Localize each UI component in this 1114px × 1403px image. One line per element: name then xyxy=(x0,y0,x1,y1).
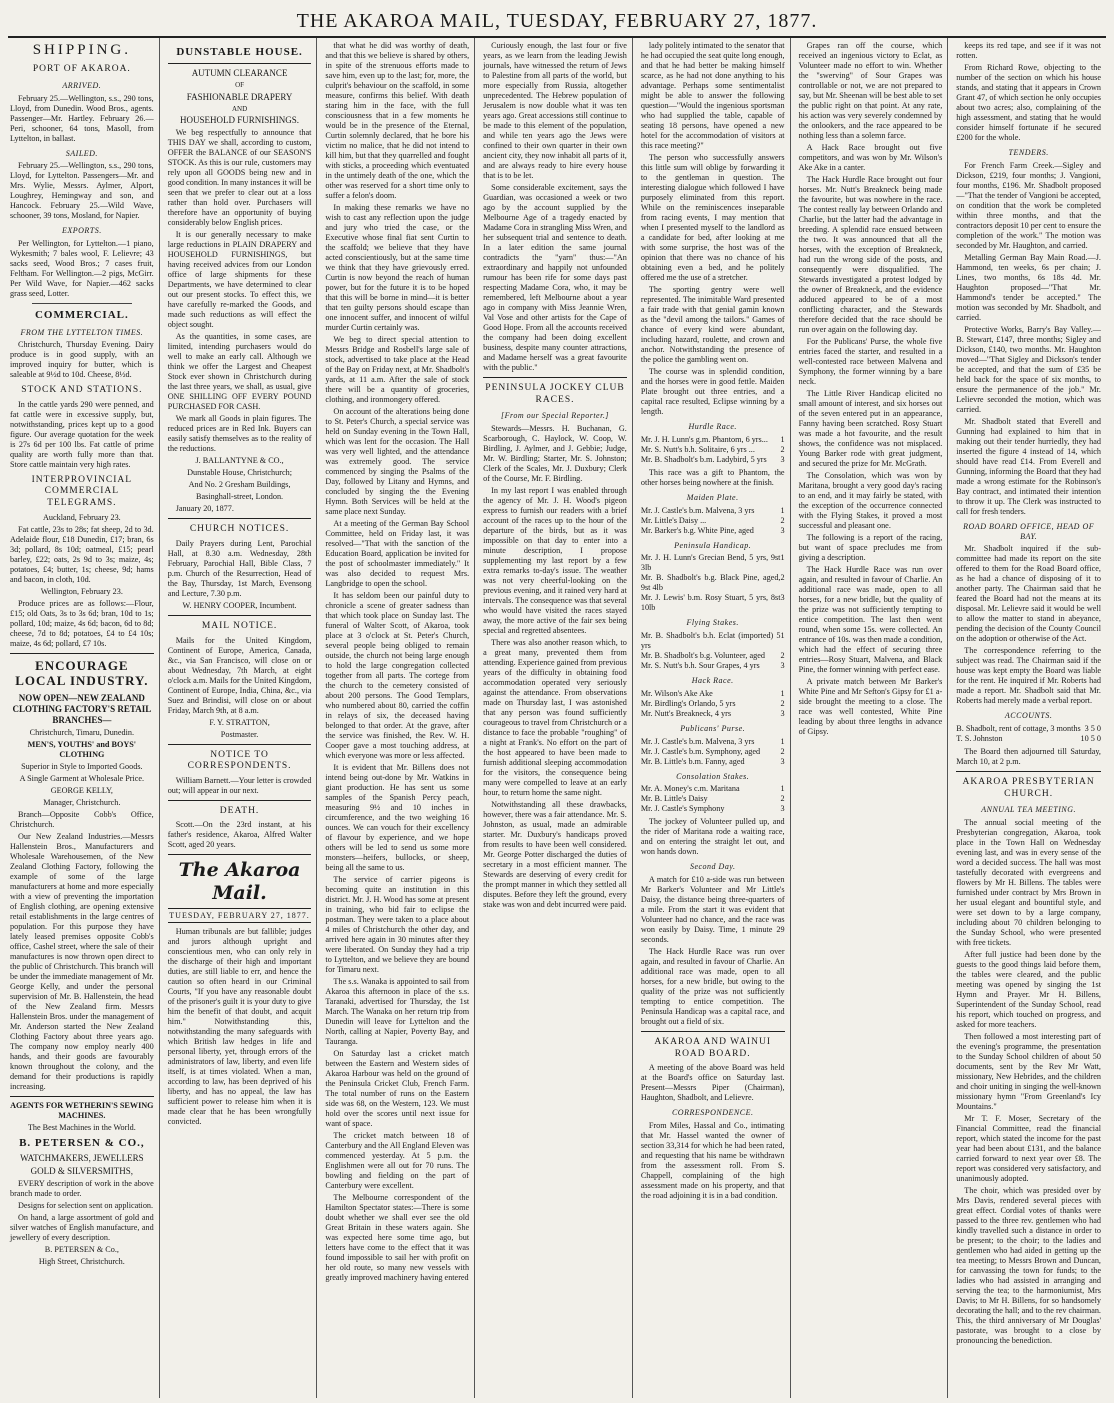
auckland-text: Fat cattle, 23s to 28s; fat sheep, 2d to 3d. Adelaide flour, £18 Dunedin, £17; bran, 6s 3d; pollard, 8s 10d; oatmeal, £15; pearl barley, £22; oats, 2s 9d to 3s; maize, 4s; potatoes, £4; butter, 1s; cheese, 9d; hams and bacon, in cloth, 10d. xyxy=(10,524,154,584)
tenders-text: For French Farm Creek.—Sigley and Dickson, £219, four months; J. Vangioni, four months, £196. Mr. Shadbolt proposed—"That the tender of Vangioni be accepted, on condition that the work be completed within three months, and that the contractors deposit 10 per cent to ensure the completion of the work." The motion was seconded by Mr. Haughton, and carried. xyxy=(956,160,1101,250)
protective-text: Protective Works, Barry's Bay Valley.—B. Stewart, £147, three months; Sigley and Dickson, £140, two months. Mr. Haughton moved—"That Sigley and Dickson's tender be accepted, and that the sum of £35 be held back for the space of six months, to ensure the permanence of the job." Mr. Lelievre seconded the motion, which was carried. xyxy=(956,324,1101,414)
result-row xyxy=(641,757,785,767)
rule xyxy=(10,1096,154,1097)
result-entry: Mr. B. Shadbolt's b.g. Black Pine, aged, 9st 4lb xyxy=(640,573,781,593)
of-line: OF xyxy=(235,81,245,90)
result-entry: B. Shadbolt, rent of cottage, 3 months xyxy=(956,724,1081,733)
article-text: The sporting gentry were well represented. The inimitable Ward presented a fair trade with that genial gamin known as the "devil among the tailors." Games of chance of every kind were abundant, including hazard, roulette, and crown and anchor. Notwithstanding the presence of the police the gambling went on. xyxy=(640,285,785,364)
dunstable-body-2: It is our generally necessary to make large reductions in PLAIN DRAPERY and HOUSEHOLD FURNISHINGS, but having received advices from our London office of large shipments for these Departments, we have determined to clear out our present stocks. To effect this, we have carefully re-marked the Goods, and made such reductions as will effect the object sought. xyxy=(167,230,312,330)
result-place: 2 xyxy=(780,515,785,525)
result-entry: T. S. Johnston xyxy=(956,734,1003,743)
article-text: Mr. Shadbolt stated that Everell and Gunning had explained to him that in making out their tender hurriedly, they had inserted the figure 4 instead of 14, which should have read £14. From Everell and Gunning, informing the Board that they had made a wrong estimate for the Robinson's Bay contract, and intimated their intention to throw it up. The Clerk was instructed to call for fresh tenders. xyxy=(956,416,1101,516)
article-text: The s.s. Wanaka is appointed to sail from Akaroa this afternoon in place of the s.s. Taranaki, advertised for Thursday, the 1st March. The Wanaka on her return trip from Dunedin will leave for Lyttelton and the North, calling at Napier, Poverty Bay, and Tauranga. xyxy=(325,977,470,1046)
commercial-source: FROM THE LYTTELTON TIMES. xyxy=(20,327,144,337)
mail-heading: MAIL NOTICE. xyxy=(201,620,278,631)
auckland-dateline: Auckland, February 23. xyxy=(42,512,121,522)
presbyterian-heading: AKAROA PRESBYTERIAN CHURCH. xyxy=(962,777,1095,799)
masthead xyxy=(8,6,1106,38)
rule xyxy=(168,615,312,616)
article-text: The Consolation, which was won by Maritana, brought a very good day's racing to an end, and it may fairly be stated, with the exception of the occurrence connected with the Flying Stakes, it proved a most successful and pleasant one. xyxy=(798,471,943,530)
result-row xyxy=(956,724,1101,734)
port-heading: PORT OF AKAROA. xyxy=(32,64,131,75)
column-6 xyxy=(797,38,949,1398)
hack-results xyxy=(641,689,785,719)
dunstable-body-1: We beg respectfully to announce that THIS DAY we shall, according to custom, OFFER the BALANCE of our SEASON'S STOCK. As this is our rule, customers may rely upon all GOODS being new and in good condition. In many instances it will be seen that we prefer to clear out at a loss rather than hold over. Purchasers will therefore have an opportunity of buying considerably below English prices. xyxy=(167,128,312,228)
result-row xyxy=(641,435,785,445)
article-text: Grapes ran off the course, which received an ingenious victory to Eclat, as Volunteer made no effort to win. Whether the "swerving" of Sour Grapes was controllable or not, we are not prepared to say, but Mr. Sheenan will be best able to set the public right on that point. At any rate, his action was very severely condemned by the onlookers, and the race appeared to be nothing less than a solemn farce. xyxy=(798,41,943,140)
tenders-heading: TENDERS. xyxy=(1008,148,1049,157)
article-text: A match for £10 a-side was run between Mr Barker's Volunteer and Mr Little's Daisy, the distance being three-quarters of a mile. From the start it was evident that Volunteer had no chance, and the race was won easily by Daisy. Time, 1 minute 29 seconds. xyxy=(640,875,785,944)
article-text: A private match between Mr Barker's White Pine and Mr Sefton's Gipsy for £1 a-side brought the meeting to a close. The race was well contested, White Pine leading by about three lengths in advance of Gipsy. xyxy=(798,677,943,736)
article-text: The Hack Hurdle Race was run over again, and resulted in favour of Charlie. An additional race was made, open to all horses, for a new bridle, but the quality of the prize was not sufficiently tempting to entice competition. The last then went round, when some 15s. were collected. An entrance of 10s. was then made a condition, which had the effect of securing three entries—Rosy Stuart, Malvena, and Black Pine, the former winning with perfect ease. xyxy=(798,565,943,674)
article-text: The annual social meeting of the Presbyterian congregation, Akaroa, took place in the Town Hall on Wednesday evening last, and was in every sense of the word a decided success. The hall was most tastefully decorated with evergreens and flowers by Mr H. Billens. The tables were furnished under contract by Mrs Brown in her usual elegant and bountiful style, and were set down to by a large company, including about 70 children belonging to the Sunday School, who were presented with free tickets. xyxy=(956,817,1101,947)
article-text: After full justice had been done by the guests to the good things laid before them, the tables were cleared, and the public meeting was opened by singing the 1st Hymn and Prayer. Mr H. Billens, Superintendent of the Sunday School, read his report, which touched on progress, and asked for more teachers. xyxy=(956,949,1101,1029)
dunstable-sign-1: J. BALLANTYNE & CO., xyxy=(195,456,284,466)
shipping-heading: SHIPPING. xyxy=(32,42,131,58)
commercial-heading: COMMERCIAL. xyxy=(34,309,129,322)
result-place: 3 xyxy=(780,804,785,814)
fashionable-line: FASHIONABLE DRAPERY xyxy=(186,91,293,102)
paper-date: TUESDAY, FEBRUARY 27, 1877. xyxy=(168,908,312,924)
result-row xyxy=(641,784,785,794)
publicans-results xyxy=(641,737,785,767)
article-text: The person who successfully answers this little sum will oblige by forwarding it to the gentleman in question. The interesting dialogue which followed I have purposely eliminated from this report. While on the reminiscences inseparable from racing events, I may mention that when I presented myself to the landlord as a candidate for bed, after looking at me with some surprise, the host was of the opinion that there was no chance of his obtaining even a bed, and he politely offered me the use of a stretcher. xyxy=(640,153,785,282)
hack-heading: Hack Race. xyxy=(691,676,734,685)
result-place: 1 xyxy=(780,505,785,515)
result-place: 1 xyxy=(780,784,785,794)
petersen-hand: On hand, a large assortment of gold and silver watches of English manufacture, and jewellery of every description. xyxy=(10,1212,154,1242)
accounts-heading: ACCOUNTS. xyxy=(1004,711,1053,721)
correspondents-text: William Barnett.—Your letter is crowded out; will appear in our next. xyxy=(167,775,312,795)
result-entry: Mr. J. Castle's b.m. Malvena, 3 yrs xyxy=(640,736,755,746)
correspondence-heading: CORRESPONDENCE. xyxy=(671,1108,754,1118)
consolation-heading: Consolation Stakes. xyxy=(676,771,750,781)
rule xyxy=(168,63,312,64)
church-text: Daily Prayers during Lent, Parochial Hall, at 8.30 a.m. Wednesday, 28th February, Parochial Hall, Bible Class, 7 p.m. Church of the Resurrection, Head of the Bay, Thursday, 1st March, Evensong and Lecture, 7.30 p.m. xyxy=(167,538,312,598)
result-place: 1 xyxy=(780,553,785,563)
article-text: From Richard Rowe, objecting to the number of the section on which his house stands, and stating that it appears in Crown Grant 47, of which section he only occupies about two acres; also, complaining of the high assessment, and stating that he would consider himself fortunate if he secured £200 for the whole. xyxy=(956,63,1101,142)
ad-branch: Branch—Opposite Cobb's Office, Christchurch. xyxy=(10,810,154,830)
columns xyxy=(8,38,1106,1398)
result-place: 3 xyxy=(780,454,785,464)
result-place: 2 xyxy=(780,794,785,804)
dunstable-sign-2: Dunstable House, Christchurch; xyxy=(187,468,292,478)
maiden-results xyxy=(641,506,785,536)
intercolonial-heading: INTERPROVINCIAL COMMERCIAL TELEGRAMS. xyxy=(31,474,133,509)
result-row xyxy=(641,689,785,699)
dunstable-date: January 20, 1877. xyxy=(175,504,234,514)
church-heading: CHURCH NOTICES. xyxy=(189,524,290,535)
result-place: 1 xyxy=(780,736,785,746)
gold-heading: GOLD & SILVERSMITHS, xyxy=(30,1165,134,1176)
commercial-text: Christchurch, Thursday Evening. Dairy produce is in good supply, with an improved inquiry for butter, which is saleable at 9½d to 10d. Cheese, 8½d. xyxy=(10,340,154,380)
races-source: [From our Special Reporter.] xyxy=(501,411,609,421)
result-place: 1 xyxy=(780,434,785,444)
agents-sub: The Best Machines in the World. xyxy=(27,1123,136,1133)
article-text: On Saturday last a cricket match between the Eastern and Western sides of Akaroa Harbour was held on the ground of the Peninsula Cricket Club, French Farm. The total number of runs on the Eastern side was 68, on the Western, 123. We must hold over the scores until next issue for want of space. xyxy=(325,1049,470,1128)
petersen-designs: Designs for selection sent on application. xyxy=(18,1200,154,1210)
office-text: Mr. Shadbolt inquired if the sub-committee had made its report on the site offered to them for the Road Board office, as he had a chance of disposing of it to another party. The Chairman said that he feared the Board had not the means at its disposal. Mr. Lelievre said it would be well to allow the matter to stand in abeyance, pending the decision of the County Council on the adoption or otherwise of the Act. xyxy=(956,544,1101,644)
wellington-text: Produce prices are as follows:—Flour, £15; old Oats, 3s to 3s 6d; bran, 10d to 1s; pollard, 10d; maize, 4s 6d; bacon, 6d to 8d; cheese, 7d to 8d; potatoes, £4 to £4 10s; maize, 4s 6d; pollard, £7 10s. xyxy=(10,598,154,648)
peninsula-results xyxy=(641,553,785,613)
result-row xyxy=(641,747,785,757)
ad-superior: Superior in Style to Imported Goods. xyxy=(21,762,143,772)
article-text: It is evident that Mr. Billens does not intend being out-done by Mr. Watkins in giant production. He has sent us some samples of the Spanish Percy peach, measuring 9½ and 10 inches in circumference, and the two weighing 16 ounces. We can vouch for their excellency of flavour by experience, and we hope others will be led to send us some more monsters—heifers, bullocks, or sheep, being all the same to us. xyxy=(325,763,470,872)
result-row xyxy=(641,651,785,661)
sailed-text: February 25.—Wellington, s.s., 290 tons, Lloyd, for Lyttelton. Passengers—Mr. and Mrs. Wylie, Messrs. Aylmer, Alport, Loughrey, Hemingway and son, and Hancock. February 25.—Wild Wave, schooner, 39 tons, Mosland, for Napier. xyxy=(10,161,154,221)
arrived-text: February 25.—Wellington, s.s., 290 tons, Lloyd, from Dunedin. Wood Bros., agents. Passenger—Mr. Hartley. February 26.—Peri, schooner, 64 tons, Masoll, from Lyttelton, in ballast. xyxy=(10,93,154,143)
correspondents-heading: NOTICE TO CORRESPONDENTS. xyxy=(187,749,292,772)
correspondence-text: From Miles, Hassal and Co., intimating that Mr. Hassel wanted the owner of section 33,314 for which he had been rated, and requesting that his name be withdrawn from the assessment roll. From S. Chappell, complaining of the high assessment made on his property, and that the road adjoining it is in a bad condition. xyxy=(640,1120,785,1200)
household-line: HOUSEHOLD FURNISHINGS. xyxy=(180,115,300,126)
article-text: For the Publicans' Purse, the whole five entries faced the starter, and resulted in a well-contested race between Malvena and Symphony, the former winning by a bare neck. xyxy=(798,337,943,386)
column-3 xyxy=(323,38,475,1398)
petersen-heading: B. PETERSEN & CO., xyxy=(19,1137,145,1150)
ad-mens: MEN'S, YOUTHS' and BOYS' CLOTHING xyxy=(27,740,137,760)
dunstable-body-4: We mark all Goods in plain figures. The reduced prices are in Red Ink. Buyers can easily satisfy themselves as to the reality of the reductions. xyxy=(167,414,312,454)
result-entry: Mr. S. Nutt's b.h. Sour Grapes, 4 yrs xyxy=(640,661,760,670)
rule xyxy=(168,800,312,801)
article-text: A Hack Race brought out five competitors, and was won by Mr. Wilson's Ake Ake in a canter. xyxy=(798,143,943,172)
result-row xyxy=(641,516,785,526)
adjourn-text: The Board then adjourned till Saturday, March 10, at 2 p.m. xyxy=(956,747,1101,766)
petersen-addr: High Street, Christchurch. xyxy=(38,1256,125,1266)
result-place: 2 xyxy=(780,698,785,708)
result-place: 3 xyxy=(780,756,785,766)
result-entry: Mr. J. H. Lunn's g.m. Phantom, 6 yrs... xyxy=(640,434,768,444)
hurdle-text: This race was a gift to Phantom, the other horses being nowhere at the finish. xyxy=(640,467,785,487)
local-industry-banner: ENCOURAGE LOCAL INDUSTRY. xyxy=(15,657,149,689)
article-text: Curiously enough, the last four or five years, as we learn from the leading Jewish journals, have witnessed the return of Jews to Palestine from all parts of the world, but more especially from Russia, altogether unprecedented. The Hebrew population of Jerusalem is now double what it was ten years ago. Great accessions still continue to be made to this element of the population, and while ten years ago the Jews were confined to their own quarter in their own ancient city, they now inhabit all parts of it, and are always ready to hire every house that is to be let. xyxy=(483,41,627,180)
result-row xyxy=(641,804,785,814)
result-entry: Mr. B. Shadbolt's b.h. Eclat (imported) 5 yrs xyxy=(640,631,781,650)
article-text: The Melbourne correspondent of the Hamilton Spectator states:—There is some doubt whether we shall ever see the old Great Britain in these waters again. She was expected here some time ago, but letters have come to the effect that it was found impossible to sail her with profit on her old route, so many new vessels with greatly improved machinery having entered xyxy=(325,1193,470,1282)
article-text: keeps its red tape, and see if it was not rotten. xyxy=(956,41,1101,60)
rule xyxy=(641,1031,785,1032)
result-place: 2 xyxy=(780,573,785,583)
races-text: Notwithstanding all these drawbacks, however, there was a fair attendance. Mr. S. Johnston, as usual, made an admirable starter. Mr. Duxbury's handicaps proved from results to have been well considered. Mr. George Potter discharged the duties of secretary in a most efficient manner. The Stewards are deserving of every credit for the prompt manner in which they settled all disputes. Before they left the ground, every stake was won and debt incurred were paid. xyxy=(483,799,627,909)
article-text: that what he did was worthy of death, and that this we believe is shared by others, in spite of the strenuous efforts made to save him, even up to the last; for, more, the culprit's behaviour on the scaffold, in some measure, confirms this belief. With death staring him in the face, with the full consciousness that in a few moments he would be in the presence of the Eternal, Curtin solemnly declared, that he bore his victim no malice, that he did not intend to kill him, but that they quarrelled and fought with sticks, a proceeding which eventuated in the untimely death of the one, which the other was reserved for a short time only to suffer a felon's doom. xyxy=(325,41,470,200)
stewards-text: Stewards—Messrs. H. Buchanan, G. Scarborough, C. Haylock, W. Coop, W. Birdling, J. Aylmer, and J. Gebbie; Judge, Mr. W. Birdling; Starter, Mr. S. Johnston; Clerk of the Scales, Mr. J. Duxbury; Clerk of the Course, Mr. F. Birdling. xyxy=(483,423,627,483)
races-text: In my last report I was enabled through the agency of Mr. J. H. Wood's pigeon express to furnish our readers with a brief account of the races up to the hour of the departure of the birds, but as it was impossible on that day to enter into a minute description, I propose supplementing my last report by a few extra remarks to-day's issue. The weather was not very cheerful-looking on the previous evening, and it rained very hard at intervals. The consequence was that several who would have visited the races stayed away, the more active of the fair sex being special and regretted absentees. xyxy=(483,485,627,635)
article-text: We beg to direct special attention to Messrs Bridge and Rosbell's large sale of stock, advertised to take place at the Head of the Bay on Friday next, at Mr. Shadbolt's yards, at 11 a.m. After the sale of stock there will be a quantity of groceries, clothing, and ironmongery offered. xyxy=(325,335,470,404)
paper-title: The Akaroa Mail. xyxy=(178,859,301,905)
result-row xyxy=(956,734,1101,744)
exports-text: Per Wellington, for Lyttelton.—1 piano, Wykesmith; 7 bales wool, F. Lelievre; 43 sacks seed, Wood Bros.; 7 cases fruit, Feltham. For Wellington.—2 pigs, McGirr. Per Wild Wave, for Napier.—462 sacks grass seed, Lotter. xyxy=(10,239,154,299)
peninsula-heading: Peninsula Handicap. xyxy=(674,540,752,550)
stock-text: In the cattle yards 290 were penned, and fat cattle were in excessive supply, but, notwithstanding, prices kept up to a good figure. Our average quotation for the week is 27s 6d per 100 lbs. Fat cattle of prime quality are worth fully more than that. Store cattle maintain very high rates. xyxy=(10,399,154,469)
consolation-results xyxy=(641,784,785,814)
result-row xyxy=(641,794,785,804)
result-place: 2 xyxy=(780,746,785,756)
leader-text: Human tribunals are but fallible; judges and jurors although upright and conscientious men, who can only rely in the discharge of their high and important duties, are still liable to err, and hence the caution so often heard in our Criminal Courts, "If you have any reasonable doubt of the prisoner's guilt it is your duty to give him the benefit of that doubt, and acquit him." Notwithstanding this, notwithstanding the many safeguards with which British law hedges in life and personal liberty, yet, through errors of the administrators of law, liberty, and even life itself, is at times violated. When a man, according to law, has been deprived of his liberty, and has no appeal, the law has sufficient power to release him when it is made clear that he has been wrongfully convicted. xyxy=(167,927,312,1127)
result-place: 3 xyxy=(780,525,785,535)
article-text: The service of carrier pigeons is becoming quite an institution in this district. Mr. J. H. Wood has some at present in training, who bid fair to eclipse the postman. They were taken to a place about 4 miles of Christchurch the other day, and arrived here again in 30 minutes after they were liberated. On Sunday they had a trip to Lyttelton, and we believe they are bound for Timaru next. xyxy=(325,875,470,974)
rule xyxy=(956,771,1101,772)
dunstable-sign-3: And No. 2 Gresham Buildings, xyxy=(188,480,291,490)
article-text: The Little River Handicap elicited no small amount of interest, and six horses out of the seven entered put in an appearance, Fanny having been scratched. Rosy Stuart was made a hot favourite, and the result shows, the confidence was not misplaced. Young Barker rode with great judgment, and secured the prize for Mr. McGrath. xyxy=(798,389,943,468)
rule xyxy=(168,744,312,745)
result-entry: Mr. B. Little's Daisy xyxy=(640,794,708,804)
article-text: In making these remarks we have no wish to cast any reflection upon the judge and jury who tried the case, or the Executive whose final fiat sent Curtin to the scaffold; we believe that they have acted conscientiously, but at the same time we think that they have grievously erred. Curtin is now beyond the reach of human power, but for the future it is to be hoped that this will be borne in mind—it is better that ten guilty persons should escape than one innocent suffer, and innocent of wilful murder Curtin certainly was. xyxy=(325,203,470,332)
result-place: 2 xyxy=(780,444,785,454)
death-text: Scott.—On the 23rd instant, at his father's residence, Akaroa, Alfred Walter Scott, aged 20 years. xyxy=(167,820,312,850)
result-row xyxy=(641,455,785,465)
rule xyxy=(168,518,312,519)
and-line: AND xyxy=(231,104,248,113)
result-place: 1 xyxy=(780,631,785,640)
result-place: 1 xyxy=(780,688,785,698)
result-row xyxy=(641,737,785,747)
result-entry: Mr. Barker's b.g. White Pine, aged xyxy=(640,525,754,535)
result-entry: Mr. B. Shadbolt's b.g. Volunteer, aged xyxy=(640,651,765,660)
column-2 xyxy=(166,38,318,1398)
mail-post: Postmaster. xyxy=(220,729,259,739)
article-text: Some considerable excitement, says the Guardian, was occasioned a week or two ago by the account supplied by the Melbourne Age of a tragedy enacted by Madame Cora in strangling Miss Wren, and her subsequent trial and sentence to death. In a later edition the same journal contradicts the "yarn" thus:—"An extraordinary and happily not unfounded rumour has been rife for some days past respecting Madame Cora, who, it may be remembered, left Melbourne about a year ago in company with Miss Jeannie Wren, Val Vose and other artists for the Cape of Good Hope. From all the accounts received the company had been doing excellent business, despite many counter attractions, and Madame herself was a great favourite with the public." xyxy=(483,183,627,372)
result-entry: Mr. Nutt's Breakneck, 4 yrs xyxy=(640,708,732,718)
flying-results xyxy=(641,631,785,671)
petersen-every: EVERY description of work in the above branch made to order. xyxy=(10,1178,154,1198)
rule xyxy=(483,377,627,378)
rule xyxy=(168,854,312,855)
result-entry: Mr. Wilson's Ake Ake xyxy=(640,688,713,698)
agents-heading: AGENTS FOR WETHERIN'S SEWING MACHINES. xyxy=(10,1101,154,1121)
article-text: The choir, which was presided over by Mrs Davis, rendered several pieces with great effect. Cordial votes of thanks were passed to the three rev. gentlemen who had kindly travelled such a distance in order to be present; to the choir; to the ladies and gentlemen who had aided in getting up the tea meeting; to Messrs Brown and Duncan, for canvassing the town for funds; to the ladies who had assisted in arranging and serving the tea; to the harmoniumist, Mrs Davis; to Mr H. Billens, for so handsomely decorating the hall; and to the rev chairman. This, the third anniversary of Mr Douglas' pastorate, was brought to a close by pronouncing the benediction. xyxy=(956,1185,1101,1345)
result-entry: Mr. J. Castle's Symphony xyxy=(640,804,725,814)
result-row xyxy=(641,699,785,709)
result-row xyxy=(641,709,785,719)
result-row xyxy=(641,553,785,573)
result-place: 3 xyxy=(780,708,785,718)
watchmakers-heading: WATCHMAKERS, JEWELLERS xyxy=(20,1152,144,1163)
article-text: On account of the alterations being done to St. Peter's Church, a special service was held on Sunday evening in the Town Hall, which was lent for the occasion. The Hall was very well lighted, and the attendance was extremely good. The service commenced by singing the Psalms of the Day, followed by Litany and Hymns, and concluded by singing the the Evening Hymn. Both Services will be held at the same place next Sunday. xyxy=(325,407,470,516)
office-heading: ROAD BOARD OFFICE, HEAD OF BAY. xyxy=(963,521,1095,541)
result-place: 10 5 0 xyxy=(1080,734,1101,743)
accounts-list xyxy=(956,724,1101,744)
article-text: lady politely intimated to the senator that he had occupied the seat quite long enough, and that he had better be making himself scarce, as he had not done anything to his advantage. Perhaps some sentimentalist might be able to answer the following question—"Would the ingenious sportsman who had supplied the table, capable of seating 18 persons, have opened a new hotel for the accommodation of visitors at this race meeting?" xyxy=(640,41,785,150)
dunstable-body-3: As the quantities, in some cases, are limited, intending purchasers would do well to make an early call. Although we think we offer the Largest and Cheapest Stock ever shown in Christchurch during the last three years, we shall, as usual, give ONE SHILLING OFF EVERY POUND PURCHASED FOR CASH. xyxy=(167,332,312,412)
result-row xyxy=(641,661,785,671)
article-text: The cricket match between 18 of Canterbury and the All England Eleven was commenced yesterday. At 5 p.m. the Englishmen were all out for 70 runs. The bowling and fielding on the part of Canterbury were excellent. xyxy=(325,1131,470,1190)
result-row xyxy=(641,631,785,651)
tea-meeting-heading: ANNUAL TEA MEETING. xyxy=(981,805,1077,815)
article-text: At a meeting of the German Bay School Committee, held on Friday last, it was resolved—"That with the sanction of the Education Board, application be invited for the post of schoolmaster immediately." It was also decided to request Mrs. Langbridge to open the school. xyxy=(325,519,470,588)
divider xyxy=(32,303,133,304)
masthead-title: THE AKAROA MAIL, TUESDAY, FEBRUARY 27, 1877. xyxy=(296,9,818,32)
wellington-dateline: Wellington, February 23. xyxy=(40,586,123,596)
result-entry: Mr. J. Castle's b.m. Symphony, aged xyxy=(640,746,761,756)
article-text: Then followed a most interesting part of the evening's programme, the presentation to the Sunday School children of about 50 documents, sent by the Rev Mr Watt, missionary, New Hebrides, and the children and choir uniting in singing the well-known missionary hymn "From Greenland's Icy Mountains." xyxy=(956,1031,1101,1111)
autumn-line: AUTUMN CLEARANCE xyxy=(191,68,288,79)
races-text: There was also another reason which, to a great many, prevented them from attending. Experience gained from previous years of the difficulty in obtaining food accommodation operated very seriously against the attendance. From observations made on Thursday last, I was astonished that any person was found sufficiently courageous to travel from Christchurch or a distance to face the probable "roughing" of a night at Frank's. No effort on the part of the host appeared to have been made to furnish additional sleeping accommodation for the visitors, the consequence being many were compelled to leave at an early hour, to return home the same night. xyxy=(483,637,627,797)
hurdle-results xyxy=(641,435,785,465)
stock-heading: STOCK AND STATIONS. xyxy=(21,385,143,396)
result-entry: Mr. Birdling's Orlando, 5 yrs xyxy=(640,698,736,708)
ad-towns: Christchurch, Timaru, Dunedin. xyxy=(29,728,135,738)
result-entry: Mr. J. H. Lunn's Grecian Bend, 5 yrs, 9st 3lb xyxy=(640,553,781,573)
result-entry: Mr. B. Shadbolt's b.m. Ladybird, 5 yrs xyxy=(640,454,767,464)
road-board-heading: AKAROA AND WAINUI ROAD BOARD. xyxy=(654,1037,771,1059)
article-text: The Hack Hurdle Race brought out four horses. Mr. Nutt's Breakneck being made the favourite, but was nowhere in the race. The contest really lay between Orlando and Charlie, but the latter had the advantage in breeding. A splendid race ensued between the two. It was announced that all the horses, with the exception of Breakneck, had run the wrong side of the posts, and consequently were disqualified. The Stewards investigated a protest lodged by the owner of Breakneck, and the evidence adduced appeared to be of a most conflicting character, and the Stewards therefore decided that the race should be run over again on the following day. xyxy=(798,175,943,334)
article-text: The course was in splendid condition, and the horses were in good fettle. Maiden Plate brought out three entries, and a capital race resulted, Eclipse winning by a length. xyxy=(640,367,785,416)
ad-wholesale: A Single Garment at Wholesale Price. xyxy=(19,774,145,784)
sailed-heading: SAILED. xyxy=(65,148,98,158)
article-text: The following is a report of the racing, but want of space precludes me from giving a description. xyxy=(798,533,943,562)
column-4 xyxy=(481,38,633,1398)
rule xyxy=(10,653,154,654)
result-place: 2 xyxy=(780,651,785,660)
dunstable-sign-4: Basinghall-street, London. xyxy=(196,492,284,502)
result-entry: Mr. A. Money's c.m. Maritana xyxy=(640,784,740,794)
second-day-heading: Second Day. xyxy=(689,862,736,872)
ad-body: Our New Zealand Industries.—Messrs Hallenstein Bros., Manufacturers and Wholesale Warehousemen, of the New Zealand Clothing Factory, following the example of some of the large manufacturers at home and more especially with a view of preventing the importation of English clothing, are opening extensive retail establishments in the large centres of population. For this purpose they have lately leased premises opposite Cobb's office, Cashel street, where the sale of their manufactures is now thrown open direct to the public of Christchurch. This branch will be under the immediate management of Mr. George Kelly, and under the personal supervision of Mr. B. Hallenstein, the head of the New Zealand firm. Messrs Hallenstein Bros. under the management of Mr. Anderson started the New Zealand Clothing Factory about three years ago. The company now employ nearly 400 hands, and their goods are favourably known throughout the colony, and the demand for their productions is rapidly increasing. xyxy=(10,832,154,1092)
result-place: 3 5 0 xyxy=(1084,724,1101,733)
column-5 xyxy=(639,38,791,1398)
article-text: The correspondence referring to the subject was read. The Chairman said if the house was kept empty the Board was liable for the rent. He inquired if Mr. Roberts had made a report. Mr. Shadbolt said that Mr. Roberts had merely made a verbal report. xyxy=(956,646,1101,706)
mail-sign: F. Y. STRATTON, xyxy=(209,717,270,727)
article-text: The Hack Hurdle Race was run over again, and resulted in favour of Charlie. An additional race was made, open to all horses, for a new bridle, but owing to the quality of the prize was not sufficiently tempting to entice competition. The Peninsula Handicap was a capital race, and brought out a field of six. xyxy=(640,947,785,1026)
result-entry: Mr. Little's Daisy ... xyxy=(640,515,707,525)
maiden-heading: Maiden Plate. xyxy=(686,492,739,502)
mail-text: Mails for the United Kingdom, Continent of Europe, America, Canada, &c., via San Francisco, will close on or about Wednesday, 7th March, at eight o'clock a.m. Mails for the United Kingdom, Continent of Europe, India, China, &c., via Suez and Brindisi, will close on or about Friday, March 9th, at 8 a.m. xyxy=(167,635,312,715)
result-entry: Mr. B. Little's b.m. Fanny, aged xyxy=(640,756,745,766)
result-place: 3 xyxy=(780,661,785,670)
result-row xyxy=(641,445,785,455)
result-row xyxy=(641,506,785,516)
column-1 xyxy=(8,38,160,1398)
result-entry: Mr. J. Castle's b.m. Malvena, 3 yrs xyxy=(640,505,755,515)
exports-heading: EXPORTS. xyxy=(61,226,102,236)
races-heading: PENINSULA JOCKEY CLUB RACES. xyxy=(485,383,625,405)
publicans-heading: Publicans' Purse. xyxy=(680,723,746,733)
metalling-text: Metalling German Bay Main Road.—J. Hammond, ten weeks, 6s per chain; J. Lines, two months, 6s 18s 4d. Mr. Haughton proposed—"That Mr. Hammond's tender be accepted." The motion was seconded by Mr. Shadbolt, and carried. xyxy=(956,252,1101,322)
article-text: Mr T. F. Moser, Secretary of the Financial Committee, read the financial report, which stated the income for the past year had been about £131, and the balance carried forward to next year over £8. The report was considered very satisfactory, and unanimously adopted. xyxy=(956,1113,1101,1183)
column-7 xyxy=(954,38,1106,1398)
article-text: The jockey of Volunteer pulled up, and the rider of Maritana rode a waiting race, and on entering the straight let out, and won hands down. xyxy=(640,817,785,857)
death-heading: DEATH. xyxy=(219,805,260,816)
arrived-heading: ARRIVED. xyxy=(62,80,102,90)
result-row xyxy=(641,526,785,536)
hurdle-heading: Hurdle Race. xyxy=(688,422,737,431)
article-text: It has seldom been our painful duty to chronicle a scene of greater sadness than that which took place on Sunday last. The funeral of Walter Scott, of Akaroa, took place at 3 o'clock at St. Peter's Church, several people being obliged to remain outside, the church not being large enough to hold the large congregation collected together from all parts. The cortege from the church to the cemetery consisted of about 200 persons. The Good Templars, who numbered about 80, carried the coffin in relays of six, the deceased having belonged to that order. At the grave, after the service was finished, the Rev. W. H. Cooper gave a most touching address, at which everyone was more or less affected. xyxy=(325,591,470,760)
result-row xyxy=(641,573,785,593)
ad-open: NOW OPEN—NEW ZEALAND CLOTHING FACTORY'S RETAIL BRANCHES— xyxy=(12,693,152,726)
result-entry: Mr. S. Nutt's b.h. Solitaire, 6 yrs ... xyxy=(640,444,755,454)
petersen-sign: B. PETERSEN & Co., xyxy=(44,1244,119,1254)
dunstable-heading: DUNSTABLE HOUSE. xyxy=(176,46,303,58)
ad-kelly: GEORGE KELLY, xyxy=(50,786,113,796)
result-place: 3 xyxy=(780,593,785,603)
flying-heading: Flying Stakes. xyxy=(686,618,739,628)
result-entry: Mr. J. Lewis' b.m. Rosy Stuart, 5 yrs, 8st 10lb xyxy=(640,593,781,613)
road-board-text: A meeting of the above Board was held at the Board's office on Saturday last. Present—Messrs Piper (Chairman), Haughton, Shadbolt, and Lelievre. xyxy=(640,1063,785,1103)
church-sign: W. HENRY COOPER, Incumbent. xyxy=(182,600,297,610)
result-row xyxy=(641,593,785,613)
ad-manager: Manager, Christchurch. xyxy=(43,798,121,808)
